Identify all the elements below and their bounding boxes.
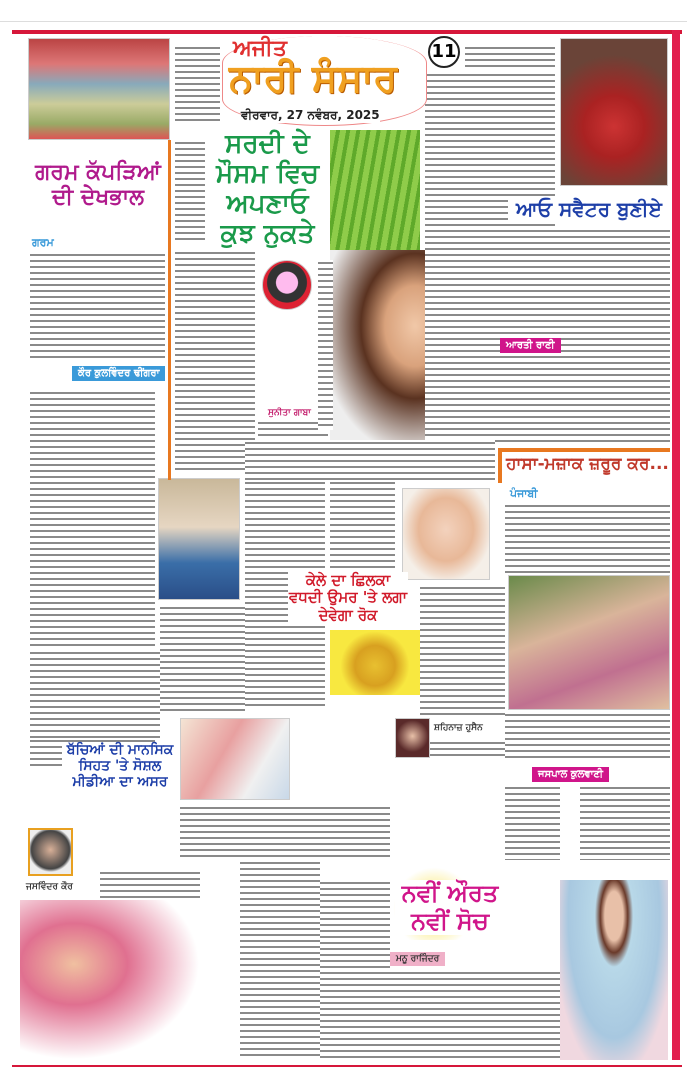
body-text [318,260,333,430]
lead-word-warm-clothes: ਗਰਮ [32,236,54,249]
banana-peel-image [330,630,420,695]
body-text [240,860,320,1060]
masthead-title: ਨਾਰੀ ਸੰਸਾਰ [229,56,397,100]
body-text [510,228,670,443]
kid-painting-photo [180,718,290,800]
woman-icon-illustration [262,260,312,310]
headline-banana-peel: ਕੇਲੇ ਦਾ ਛਿਲਕਾ ਵਧਦੀ ਉਮਰ 'ਤੇ ਲਗਾ ਦੇਵੇਗਾ ਰੋਕ [288,571,408,624]
body-text [100,870,200,898]
body-text [160,605,245,715]
top-rule [12,30,682,34]
jaswinder-portrait [28,828,73,876]
masthead-date: ਵੀਰਵਾਰ, 27 ਨਵੰਬਰ, 2025 [241,108,380,122]
byline-children: ਜਸਵਿੰਦਰ ਕੌਰ [20,880,79,894]
bottom-rule [12,1065,682,1067]
headline-humor: ਹਾਸਾ-ਮਜ਼ਾਕ ਜ਼ਰੂਰ ਕਰ... [506,454,669,474]
masthead [222,36,427,126]
body-text [420,585,505,715]
byline-winter-tips: ਸੁਨੀਤਾ ਗਾਬਾ [262,406,317,420]
body-text [430,740,505,760]
headline-new-woman: ਨਵੀਂ ਔਰਤ ਨਵੀਂ ਸੋਚ [395,880,505,935]
byline-knit-sweater: ਆਰਤੀ ਰਾਣੀ [500,338,561,353]
headline-winter-tips: ਸਰਦੀ ਦੇ ਮੌਸਮ ਵਿਚ ਅਪਣਾਓ ਕੁਝ ਨੁਕਤੇ [205,130,330,250]
body-text [505,503,670,573]
body-text [580,785,670,860]
print-info-bar [0,0,687,22]
body-text [175,45,220,125]
body-text [390,970,560,1060]
body-text [30,252,165,358]
body-text [245,440,495,480]
side-color-bar [672,30,680,1060]
body-text [180,805,390,860]
column-divider [168,140,171,480]
body-text [30,650,160,738]
knitting-photo [560,38,668,186]
masthead-brand: ਅਜੀਤ [233,36,287,61]
lead-word-humor: ਪੰਜਾਬੀ [510,487,538,500]
headline-warm-clothes: ਗਰਮ ਕੱਪੜਿਆਂ ਦੀ ਦੇਖਭਾਲ [28,160,168,211]
shahnaz-portrait [395,718,430,758]
sweaters-photo [28,38,170,140]
body-text [320,880,390,1060]
laughing-women-photo [508,575,670,710]
child-phone-photo [158,478,240,600]
body-text [330,480,395,570]
headline-children-social-media: ਬੱਚਿਆਂ ਦੀ ਮਾਨਸਿਕ ਸਿਹਤ 'ਤੇ ਸੋਸ਼ਲ ਮੀਡੀਆ ਦਾ ਅਸਰ [62,742,178,790]
body-text [505,785,560,860]
body-text [505,712,670,762]
body-text [175,250,255,470]
face-photo [402,488,490,580]
headline-knit-sweater: ਆਓ ਸਵੈਟਰ ਬੁਣੀਏ [508,198,670,221]
byline-new-woman: ਮਨੂ ਰਾਜਿੰਦਰ [390,952,445,966]
byline-banana-peel: ਸ਼ਹਿਨਾਜ਼ ਹੁਸੈਨ [432,722,492,734]
woman-blue-dress-photo [560,880,668,1060]
page-number: 11 [428,36,460,68]
byline-humor: ਜਸਪਾਲ ਕੁਲਵਾਣੀ [532,767,609,782]
byline-warm-clothes: ਕੌਰ ਕੁਲਵਿੰਦਰ ਢੀਂਗਰਾ [72,366,165,381]
kids-reading-photo [20,900,200,1060]
knit-texture-image [330,130,420,250]
body-text [175,140,205,240]
body-text [465,45,555,70]
